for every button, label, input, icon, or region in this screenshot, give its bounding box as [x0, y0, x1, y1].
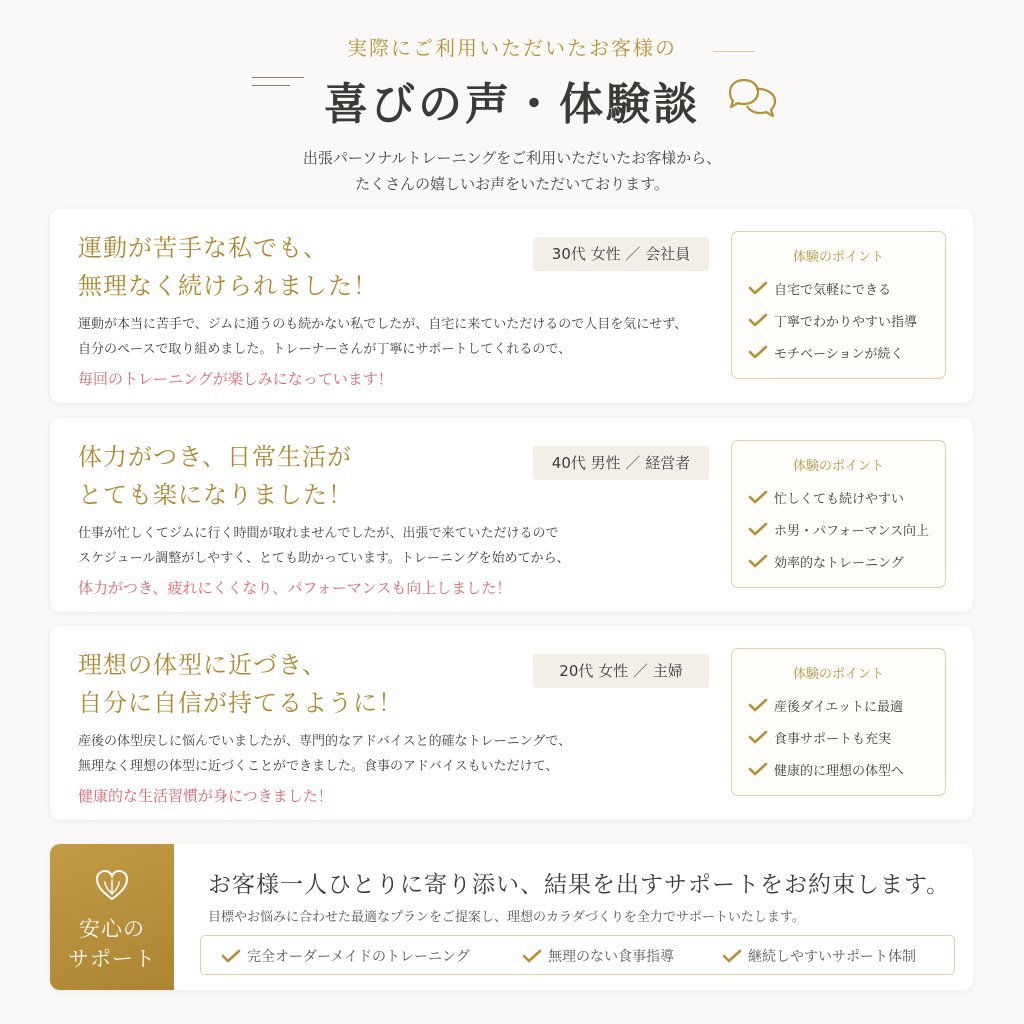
body-line: 無理なく理想の体型に近づくことができました。食事のアドバイスもいただけて、: [78, 759, 559, 774]
point-label: 丁寧でわかりやすい指導: [774, 314, 918, 330]
intro-line: たくさんの嬉しいお声をいただいております。: [355, 175, 669, 193]
features-bar: [200, 935, 955, 975]
check-icon: [748, 730, 768, 744]
page-title: 喜びの声・体験談: [324, 79, 700, 130]
intro-line: 出張パーソナルトレーニングをご利用いただいたお客様から、: [302, 149, 722, 167]
testimonial-body: [78, 729, 728, 811]
badge-line: 安心の: [79, 917, 145, 941]
point-item: [748, 310, 917, 330]
feature-item: [722, 946, 916, 966]
point-label: 自宅で気軽にできる: [774, 282, 892, 298]
decorative-line: [713, 51, 755, 52]
customer-tag: 20代 女性 ／ 主婦: [533, 654, 709, 688]
check-icon: [748, 762, 768, 776]
heading-line: 自分に自信が持てるように！: [78, 689, 403, 717]
body-line: 自分のペースで取り組めました。トレーナーさんが丁寧にサポートしてくれるので、: [78, 342, 572, 357]
promise-heading: お客様一人ひとりに寄り添い、結果を出すサポートをお約束します。: [208, 872, 951, 898]
testimonial-card: [50, 418, 973, 612]
point-label: 産後ダイエットに最適: [774, 699, 903, 715]
check-icon: [748, 281, 768, 295]
testimonial-heading: [78, 229, 518, 305]
points-box: [731, 440, 946, 588]
point-label: 健康的に理想の体型へ: [774, 763, 905, 779]
check-icon: [722, 949, 742, 963]
speech-bubbles-icon: [726, 76, 780, 120]
feature-label: 完全オーダーメイドのトレーニング: [247, 949, 470, 965]
point-label: 食事サポートも充実: [774, 731, 892, 747]
support-badge: [50, 844, 174, 990]
points-title: 体験のポイント: [792, 459, 884, 474]
heading-line: 運動が苦手な私でも、: [78, 234, 328, 262]
point-item: [748, 487, 904, 507]
points-box: [731, 648, 946, 796]
points-title: 体験のポイント: [792, 667, 884, 682]
testimonial-card: [50, 626, 973, 820]
check-icon: [748, 490, 768, 504]
testimonial-body: [78, 521, 728, 603]
header-subtitle: 実際にご利用いただいたお客様の: [347, 36, 677, 60]
point-item: [748, 727, 891, 747]
heading-line: 体力がつき、日常生活が: [78, 443, 353, 471]
highlight-text: 体力がつき、疲れにくくなり、パフォーマンスも向上しました！: [78, 579, 512, 597]
heading-line: とても楽になりました！: [78, 481, 353, 509]
point-item: [748, 759, 904, 779]
point-label: 効率的なトレーニング: [774, 555, 904, 571]
body-line: 仕事が忙しくてジムに行く時間が取れませんでしたが、出張で来ていただけるので: [78, 526, 559, 541]
check-icon: [748, 698, 768, 712]
feature-label: 無理のない食事指導: [548, 949, 674, 965]
point-item: [748, 278, 891, 298]
testimonial-body: [78, 312, 728, 394]
badge-line: サポート: [68, 947, 156, 971]
check-icon: [522, 949, 542, 963]
body-line: スケジュール調整がしやすく、とても助かっています。トレーニングを始めてから、: [78, 551, 570, 566]
feature-label: 継続しやすいサポート体制: [748, 949, 916, 965]
body-line: 産後の体型戻しに悩んでいましたが、専門的なアドバイスと的確なトレーニングで、: [78, 734, 572, 749]
check-icon: [748, 345, 768, 359]
page-header: [0, 0, 1024, 200]
check-icon: [748, 313, 768, 327]
body-line: 運動が本当に苦手で、ジムに通うのも続かない私でしたが、自宅に来ていただけるので人目を気にせず、: [78, 317, 688, 332]
badge-text: [50, 914, 174, 974]
promise-subtext: 目標やお悩みに合わせた最適なプランをご提案し、理想のカラダづくりを全力でサポートいたします。: [208, 910, 805, 925]
point-item: [748, 695, 903, 715]
points-title: 体験のポイント: [792, 250, 884, 265]
point-item: [748, 342, 903, 362]
check-icon: [748, 522, 768, 536]
point-label: ホ男・パフォーマンス向上: [774, 523, 929, 539]
heading-line: 無理なく続けられました！: [78, 272, 378, 300]
points-box: [731, 231, 946, 379]
point-item: [748, 519, 929, 539]
testimonial-heading: [78, 438, 518, 514]
intro-text: [0, 145, 1024, 197]
customer-tag: 40代 男性 ／ 経営者: [533, 446, 709, 480]
feature-item: [221, 946, 470, 966]
testimonial-card: [50, 209, 973, 403]
point-item: [748, 551, 904, 571]
highlight-text: 毎回のトレーニングが楽しみになっています！: [78, 370, 393, 388]
check-icon: [221, 949, 241, 963]
heading-line: 理想の体型に近づき、: [78, 651, 328, 679]
feature-item: [522, 946, 674, 966]
point-label: 忙しくても続けやすい: [774, 491, 905, 507]
customer-tag: 30代 女性 ／ 会社員: [533, 237, 709, 271]
heart-icon: [94, 868, 130, 902]
check-icon: [748, 554, 768, 568]
highlight-text: 健康的な生活習慣が身につきました！: [78, 787, 333, 805]
testimonial-heading: [78, 646, 518, 722]
support-promise-panel: [50, 844, 973, 990]
point-label: モチベーションが続く: [774, 346, 904, 362]
